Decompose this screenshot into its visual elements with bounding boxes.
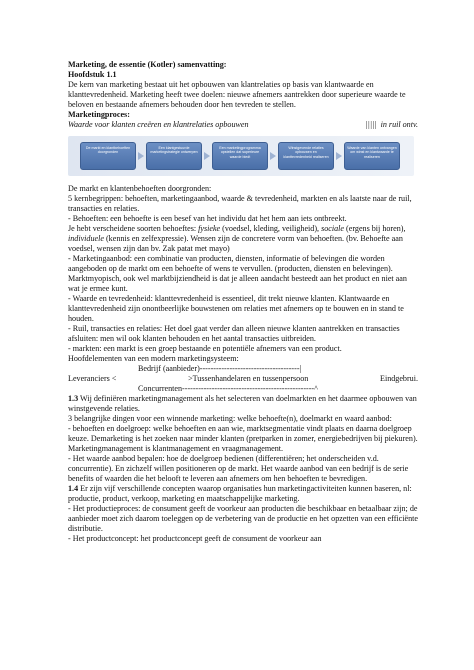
exchange-paragraph: - Ruil, transacties en relaties: Het doel gaat verder dan alleen nieuwe klanten aantrekken en transacties afsluiten: men wil ook klanten behouden en het aantal transacties uitbreiden. (68, 324, 400, 343)
flow-arrow-1 (138, 152, 144, 160)
flow-step-5: Waarde van klanten ontvangen om winst en klantwaarde te realiseren (344, 142, 400, 170)
needs-text-a: Je hebt verscheidene soorten behoeftes: (68, 224, 199, 233)
flow-arrow-2 (204, 152, 210, 160)
section-1-3-number: 1.3 (68, 394, 79, 403)
needs-individual: individuele (68, 234, 104, 243)
flow-step-2: Een klantgestuurde marketingstrategie ontwerpen (146, 142, 202, 170)
system-line-chain (68, 374, 418, 384)
process-caption-separator: ||||| (365, 120, 377, 129)
section-1-3-paragraph (68, 394, 418, 414)
flow-step-4: Winstgevende relaties opbouwen en klanttevredenheid realiseren (278, 142, 334, 170)
section-line-2: 5 kernbegrippen: behoeften, marketingaanbod, waarde & tevredenheid, markten en als laatste naar de ruil, transacties en relaties. (68, 194, 412, 213)
production-concept-paragraph: - Het productieproces: de consument geeft de voorkeur aan producten die beschikbaar en betaalbaar zijn; de aanbieder moet zich daarom toeleggen op de verbetering van de productie en het opzetten van een efficiënte distributie. (68, 504, 418, 533)
document-heading: Marketing, de essentie (Kotler) samenvatting: (68, 60, 227, 69)
section-1-4-paragraph (68, 484, 418, 504)
needs-physical: fysieke (198, 224, 221, 233)
process-heading: Marketingproces: (68, 110, 130, 119)
flow-step-1: De markt en klantbehoeften doorgronden (80, 142, 136, 170)
section-1-4-number: 1.4 (68, 484, 79, 493)
intro-paragraph: De kern van marketing bestaat uit het opbouwen van klantrelaties op basis van klantwaarde en klanttevredenheid. Marketing heeft twee doelen: nieuwe afnemers aantrekken door superieure waarde te beloven en bestaande afnemers behouden door hen tevreden te stellen. (68, 80, 406, 109)
target-group-paragraph: - behoeften en doelgroep: welke behoeften en aan wie, marktsegmentatie vindt plaats en daarna doelgroep keuze. Demarketing is het zoeken naar minder klanten (pretparken in zomer, energiebedrijven bij piekuren). Marketingmanagement is klantmanagement en vraagmanagement. (68, 424, 418, 453)
needs-social: sociale (321, 224, 345, 233)
system-heading: Hoofdelementen van een modern marketingsysteem: (68, 354, 239, 363)
section-1-4-text: Er zijn vijf verschillende concepten waarop organisaties hun marketingactiviteiten kunnen baseren, nl: productie, product, verkoop, marketing en maatschappelijke marketing. (68, 484, 412, 503)
section-line-3: - Behoeften: een behoefte is een besef van het individu dat het hem aan iets ontbreekt. (68, 214, 347, 223)
section-line-1: De markt en klantenbehoeften doorgronden: (68, 184, 212, 193)
flow-arrow-3 (270, 152, 276, 160)
process-caption (68, 120, 418, 130)
winning-marketing-paragraph: 3 belangrijke dingen voor een winnende marketing: welke behoefte(n), doelmarkt en waard aanbod: (68, 414, 392, 423)
process-caption-right-text: in ruil ontv. (380, 120, 418, 129)
process-caption-left: Waarde voor klanten creëren en klantrelaties opbouwen (68, 120, 249, 129)
system-line-competitors: Concurrenten-------------------------------------------------^ (138, 384, 318, 393)
needs-text-e: (ergens bij horen), (344, 224, 406, 233)
needs-paragraph (68, 224, 418, 254)
product-concept-paragraph: - Het productconcept: het productconcept geeft de consument de voorkeur aan (68, 534, 322, 543)
section-1-3-text: Wij definiëren marketingmanagement als het selecteren van doelmarkten en het daarmee opbouwen van winstgevende relaties. (68, 394, 417, 413)
system-suppliers: Leveranciers < (68, 374, 117, 383)
document-body (68, 60, 418, 544)
marketing-process-diagram (68, 136, 414, 176)
needs-text-c: (voedsel, kleding, veiligheid), (220, 224, 322, 233)
value-offer-paragraph: - Het waarde aanbod bepalen: hoe de doelgroep bedienen (differentiëren; het onderscheiden v.d. concurrentie). En zichzelf willen positioneren op de markt. Het waarde aanbod van een bedrijf is de serie benefits of waarden die het belooft te leveren aan afnemers om hen behoeften te bevredigen. (68, 454, 409, 483)
process-caption-right (365, 120, 418, 130)
needs-text-g: (kennis en zelfexpressie). Wensen zijn de concretere vorm van behoeften. (bv. Behoefte aan voedsel, wensen zijn dan bv. Zak patat met mayo) (68, 234, 403, 253)
flow-arrow-4 (336, 152, 342, 160)
flow-step-3: Een marketingprogramma opstellen dat superieure waarde biedt (212, 142, 268, 170)
system-end-users: Eindgebrui. (380, 374, 418, 383)
chapter-heading: Hoofdstuk 1.1 (68, 70, 117, 79)
system-line-company: Bedrijf (aanbieder)-------------------------------------| (138, 364, 302, 373)
system-intermediaries: >Tussenhandelaren en tussenpersoon (188, 374, 309, 383)
offer-paragraph: - Marketingaanbod: een combinatie van producten, diensten, informatie of belevingen die worden aangeboden op de markt om een behoefte of wens te vervullen. (producten, diensten en belevingen). Marktmyopisch, ook wel marktbijziendheid is dat je alleen aandacht besteedt aan het product en niet aan wat je ermee kunt. (68, 254, 407, 293)
markets-paragraph: - markten: een markt is een groep bestaande en potentiële afnemers van een product. (68, 344, 342, 353)
value-paragraph: - Waarde en tevredenheid: klanttevredenheid is essentieel, dit trekt nieuwe klanten. Klantwaarde en klanttevredenheid zijn onontbeerlijke bouwstenen om relaties met afnemers op te bouwen en in stand te houden. (68, 294, 404, 323)
